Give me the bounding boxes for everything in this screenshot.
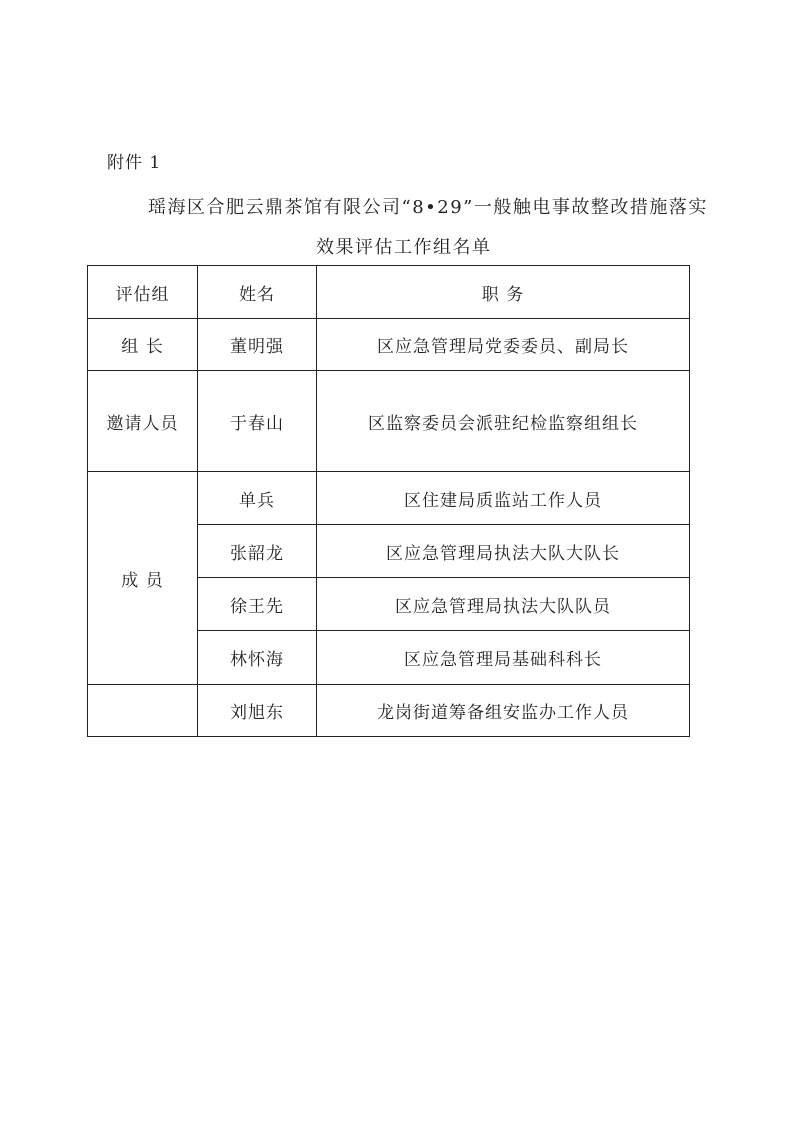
header-group: 评估组 bbox=[88, 266, 198, 319]
member-duty: 区住建局质监站工作人员 bbox=[317, 472, 690, 525]
attachment-label: 附件 1 bbox=[107, 153, 162, 173]
member-duty: 区应急管理局基础科科长 bbox=[317, 631, 690, 685]
invited-group: 邀请人员 bbox=[88, 371, 198, 472]
member-name: 刘旭东 bbox=[198, 685, 317, 737]
table-row-leader bbox=[88, 319, 690, 371]
member-duty: 区应急管理局执法大队大队长 bbox=[317, 525, 690, 578]
leader-group: 组 长 bbox=[88, 319, 198, 371]
member-duty: 龙岗街道筹备组安监办工作人员 bbox=[317, 685, 690, 737]
member-duty: 区应急管理局执法大队队员 bbox=[317, 578, 690, 631]
members-group-continuation bbox=[88, 685, 198, 737]
table-header-row bbox=[88, 266, 690, 319]
invited-name: 于春山 bbox=[198, 371, 317, 472]
member-name: 单兵 bbox=[198, 472, 317, 525]
member-name: 徐王先 bbox=[198, 578, 317, 631]
header-duty: 职 务 bbox=[317, 266, 690, 319]
table-row-member bbox=[88, 472, 690, 525]
member-name: 林怀海 bbox=[198, 631, 317, 685]
header-name: 姓名 bbox=[198, 266, 317, 319]
members-group: 成 员 bbox=[88, 472, 198, 685]
table-row-invited bbox=[88, 371, 690, 472]
document-title-line-1: 瑶海区合肥云鼎茶馆有限公司“8•29”一般触电事故整改措施落实 bbox=[148, 197, 708, 218]
leader-duty: 区应急管理局党委委员、副局长 bbox=[317, 319, 690, 371]
table-row-member-last bbox=[88, 685, 690, 737]
document-title-line-2: 效果评估工作组名单 bbox=[316, 237, 492, 258]
leader-name: 董明强 bbox=[198, 319, 317, 371]
member-name: 张韶龙 bbox=[198, 525, 317, 578]
invited-duty: 区监察委员会派驻纪检监察组组长 bbox=[317, 371, 690, 472]
evaluation-team-table bbox=[87, 265, 690, 737]
